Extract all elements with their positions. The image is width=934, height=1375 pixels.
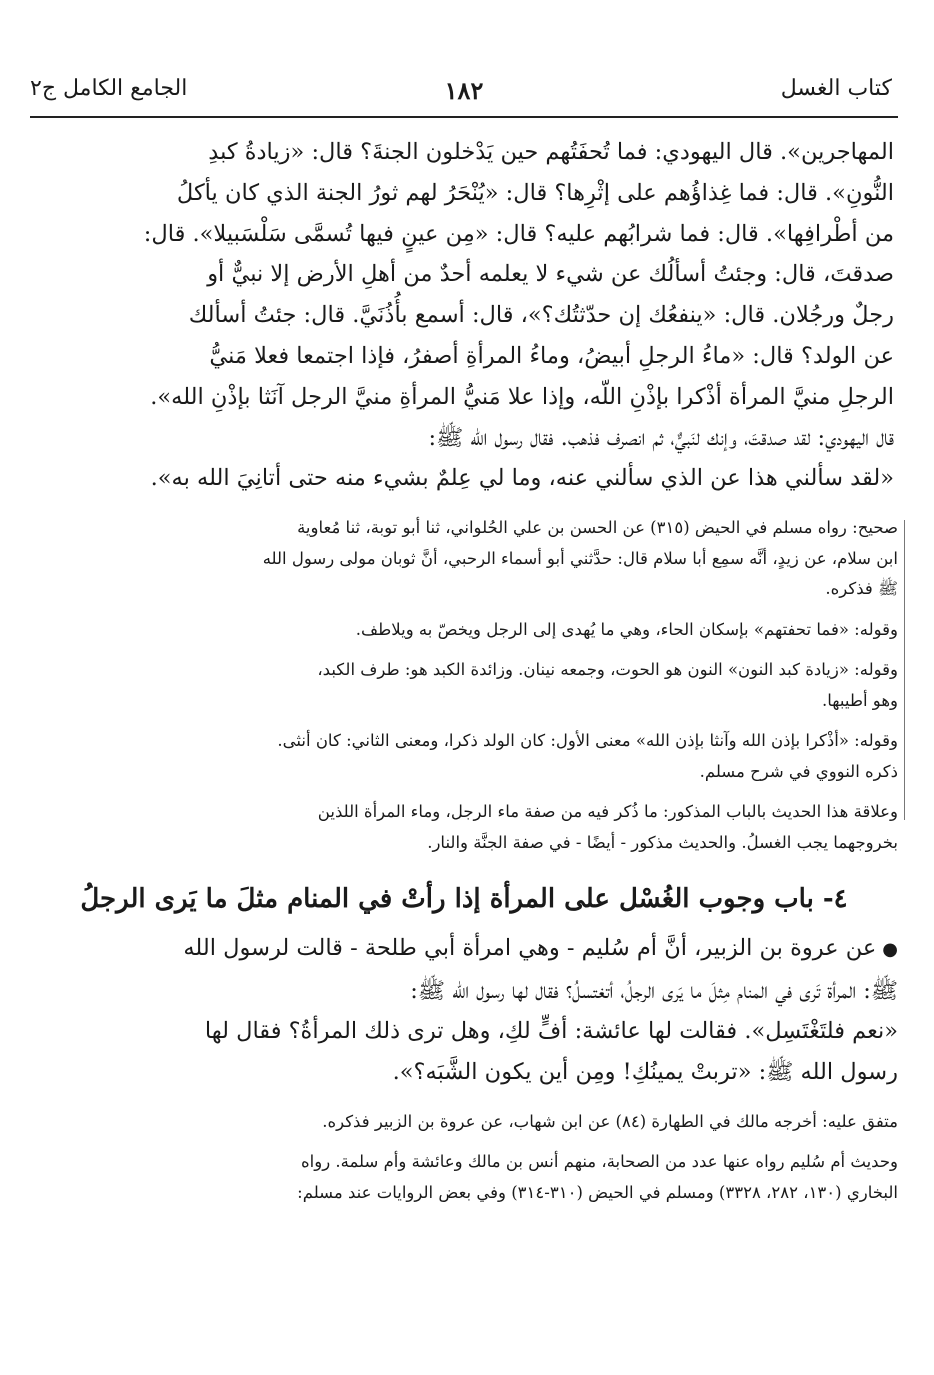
text-line: ﷺ: المرأة تَرى في المنام مِثلَ ما يَرى الرجلُ، أتغتسلُ؟ فقال لها رسول الله ﷺ:	[410, 977, 898, 1004]
text-line: الرجلِ منيَّ المرأة أذْكرا بإذْنِ اللّه، وإذا علا مَنيُّ المرأةِ منيَّ الرجل آنَثا بإذْنِ الله».	[150, 383, 894, 410]
text-line: النُّونِ». قال: فما غِذاؤُهم على إثْرِها؟ قال: «يُنْحَرُ لهم ثورُ الجنة الذي كان يأكلُ	[176, 179, 894, 206]
note-line: وحديث أم سُليم رواه عنها عدد من الصحابة، منهم أنس بن مالك وعائشة وأم سلمة. رواه	[301, 1152, 898, 1172]
commentary-paragraph	[30, 1147, 898, 1208]
text-line: «نعم فلتَغْتَسِل». فقالت لها عائشة: أفٍّ لكِ، وهل ترى ذلك المرأةُ؟ فقال لها	[204, 1018, 898, 1045]
text-line: رجلٌ ورجُلان. قال: «ينفعُك إن حدّثتُك؟»، قال: أسمع بأُذُنَيَّ. قال: جئتُ أسألك	[188, 302, 894, 329]
text-line: قال اليهودي: لقد صدقتَ، وإنك لنَبيٌّ، ثم انصرف فذهب. فقال رسول الله ﷺ:	[428, 424, 894, 451]
hadith-text-continued	[30, 132, 898, 499]
note-line: بخروجهما يجب الغسلُ. والحديث مذكور - أيضًا - في صفة الجنَّة والنار.	[427, 832, 898, 852]
text-line: صدقتَ، قال: وجئتُ أسألُك عن شيء لا يعلمه أحدٌ من أهلِ الأرض إلا نبيٌّ أو	[207, 261, 894, 288]
hadith-text	[30, 928, 898, 1092]
bullet-icon: ●	[882, 939, 898, 961]
commentary-paragraph	[30, 513, 898, 605]
chapter-title: كتاب الغسل	[780, 76, 892, 101]
note-line: وقوله: «أذْكرا بإذن الله وآنثا بإذن الله» معنى الأول: كان الولد ذكرا، ومعنى الثاني: كان أنثى.	[277, 731, 898, 751]
commentary-paragraph	[30, 615, 898, 646]
note-line: متفق عليه: أخرجه مالك في الطهارة (٨٤) عن ابن شهاب، عن عروة بن الزبير فذكره.	[322, 1111, 898, 1131]
note-line: وهو أطيبها.	[822, 690, 898, 710]
page-number: ١٨٢	[444, 76, 484, 105]
page-header	[30, 60, 898, 122]
section-heading: ٤- باب وجوب الغُسْل على المرأة إذا رأتْ في المنام مثلَ ما يَرى الرجلُ	[80, 884, 848, 915]
note-line: البخاري (١٣٠، ٢٨٢، ٣٣٢٨) ومسلم في الحيض (٣١٠-٣١٤) وفي بعض الروايات عند مسلم:	[297, 1182, 898, 1202]
commentary-paragraph	[30, 797, 898, 858]
commentary-paragraph	[30, 1107, 898, 1138]
note-line: ﷺ فذكره.	[825, 579, 898, 599]
commentary-paragraph	[30, 655, 898, 716]
note-line: وعلاقة هذا الحديث بالباب المذكور: ما ذُكر فيه من صفة ماء الرجل، وماء المرأة اللذين	[317, 802, 898, 822]
note-line: ابن سلام، عن زيدٍ، أنَّه سمِع أبا سلام قال: حدَّثني أبو أسماء الرحبي، أنَّ ثوبان مولى رسول الله	[262, 548, 898, 568]
text-line	[30, 928, 898, 971]
book-title: الجامع الكامل ج٢	[30, 76, 188, 101]
text-line: من أطْرافِها». قال: فما شرابُهم عليه؟ قال: «مِن عينٍ فيها تُسمَّى سَلْسَبيلا». قال:	[143, 220, 894, 247]
text-line-content: عن عروة بن الزبير، أنَّ أم سُليم - وهي امرأة أبي طلحة - قالت لرسول الله	[183, 935, 877, 962]
commentary-block	[30, 513, 898, 858]
note-line: صحيح: رواه مسلم في الحيض (٣١٥) عن الحسن بن علي الحُلواني، ثنا أبو توبة، ثنا مُعاوية	[297, 518, 898, 538]
note-line: وقوله: «زيادة كبد النون» النون هو الحوت، وجمعه نينان. وزائدة الكبد هو: طرف الكبد،	[317, 660, 898, 680]
header-rule	[30, 116, 898, 118]
text-line: «لقد سألني هذا عن الذي سألني عنه، وما لي عِلمٌ بشيء منه حتى أتانِيَ الله به».	[150, 465, 894, 492]
book-page	[30, 60, 898, 1208]
commentary-paragraph	[30, 726, 898, 787]
text-line: عن الولد؟ قال: «ماءُ الرجلِ أبيضُ، وماءُ المرأةِ أصفرُ، فإذا اجتمعا فعلا مَنيُّ	[209, 342, 894, 369]
commentary-block	[30, 1107, 898, 1209]
note-line: ذكره النووي في شرح مسلم.	[699, 761, 898, 781]
note-line: وقوله: «فما تحفتهم» بإسكان الحاء، وهي ما يُهدى إلى الرجل ويخصّ به ويلاطف.	[355, 619, 898, 639]
text-line: رسول الله ﷺ: «تربتْ يمينُكِ! ومِن أين يكون الشَّبَه؟».	[392, 1058, 898, 1085]
page-edge-line	[904, 520, 905, 820]
text-line: المهاجرين». قال اليهودي: فما تُحفَتُهم حين يَدْخلون الجنةَ؟ قال: «زيادةُ كبدِ	[208, 139, 894, 165]
